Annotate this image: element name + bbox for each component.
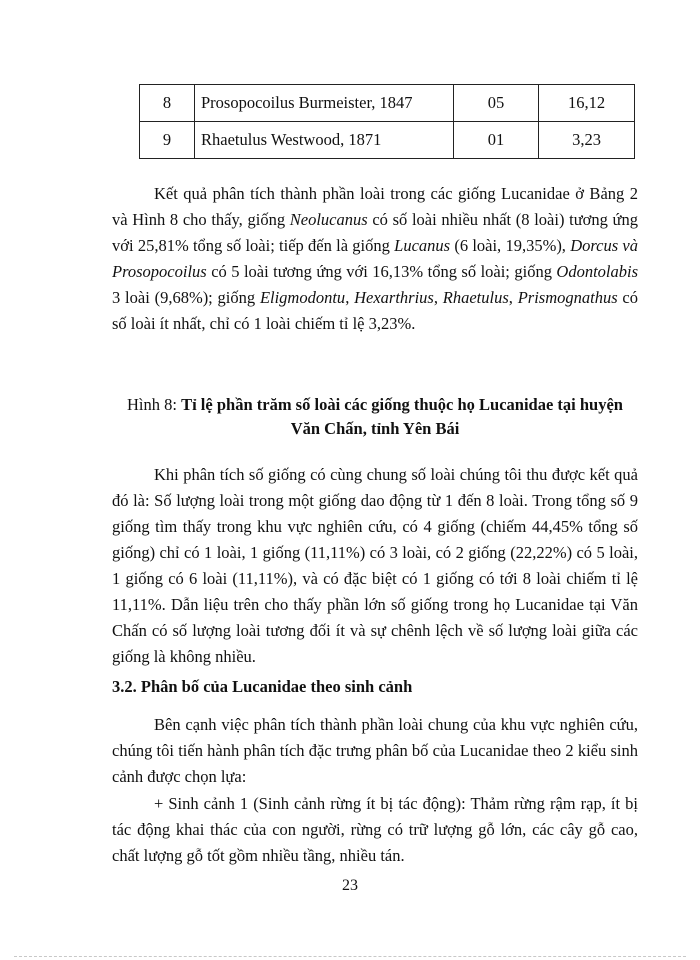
genus-italic: Eligmodontu [259,288,346,307]
species-count: 01 [454,122,539,159]
genus-italic: Hexarthrius [354,288,434,307]
table-row [140,85,635,122]
analysis-paragraph: Khi phân tích số giống có cùng chung số loài chúng tôi thu được kết quả đó là: Số lượng loài trong một giống dao động từ 1 đến 8 loài. Trong tổng số 9 giống tìm thấy trong khu vực nghiên cứu, có 4 giống (chiếm 44,45% tổng số giống) chỉ có 1 loài, 1 giống (11,11%) có 3 loài, có 2 giống (22,22%) có 5 loài, 1 giống có 6 loài (11,11%), và có đặc biệt có 1 giống có tới 8 loài chiếm tỉ lệ 11,11%. Dẫn liệu trên cho thấy phần lớn số giống trong họ Lucanidae tại Văn Chấn có số lượng loài tương đối ít và sự chênh lệch về số lượng loài giữa các giống là không nhiều. [112,465,638,666]
text-run: , [508,288,518,307]
genus-italic: Lucanus [394,236,451,255]
genus-italic: Odontolabis [556,262,638,281]
text-run: Kết quả phân tích thành phần loài trong các giống Lucanidae ở Bảng 2 và Hình 8 cho thấy, giống [112,184,638,229]
text-run: 3 loài (9,68%); giống [112,288,260,307]
species-percent: 16,12 [539,85,635,122]
species-percent: 3,23 [539,122,635,159]
figure-caption [112,393,638,441]
habitat-1-paragraph: + Sinh cảnh 1 (Sinh cảnh rừng ít bị tác động): Thảm rừng rậm rạp, ít bị tác động khai thác của con người, rừng có trữ lượng gỗ lớn, các cây gỗ cao, chất lượng gỗ tốt gồm nhiều tầng, nhiều tán. [112,794,638,865]
text-run: có số loài ít nhất, chỉ có 1 loài chiếm tỉ lệ 3,23%. [112,288,639,333]
genus-name: Prosopocoilus Burmeister, 1847 [195,85,454,122]
table-row [140,122,635,159]
species-count: 05 [454,85,539,122]
genus-name: Rhaetulus Westwood, 1871 [195,122,454,159]
genus-italic: Rhaetulus [442,288,509,307]
page-number: 23 [342,877,358,894]
row-number: 9 [140,122,195,159]
genus-italic: Dorcus và Prosopocoilus [112,236,639,281]
genus-italic: Prismognathus [517,288,618,307]
text-run: có 5 loài tương ứng với 16,13% tổng số loài; giống [206,262,557,281]
results-paragraph [112,181,638,337]
species-table [139,84,635,159]
text-run: , [433,288,443,307]
habitat-intro-paragraph: Bên cạnh việc phân tích thành phần loài chung của khu vực nghiên cứu, chúng tôi tiến hành phân tích đặc trưng phân bố của Lucanidae theo 2 kiểu sinh cảnh được chọn lựa: [112,715,638,786]
figure-title: Tỉ lệ phần trăm số loài các giống thuộc họ Lucanidae tại huyện Văn Chấn, tỉnh Yên Bái [181,395,623,438]
text-run: có số loài nhiều nhất (8 loài) tương ứng với 25,81% tổng số loài; tiếp đến là giống [112,210,638,255]
genus-italic: Neolucanus [289,210,368,229]
section-heading: 3.2. Phân bố của Lucanidae theo sinh cảnh [112,677,413,696]
row-number: 8 [140,85,195,122]
figure-label: Hình 8: [127,395,182,414]
text-run: , [345,288,355,307]
text-run: (6 loài, 19,35%), [450,236,571,255]
page-bottom-divider [14,956,686,957]
